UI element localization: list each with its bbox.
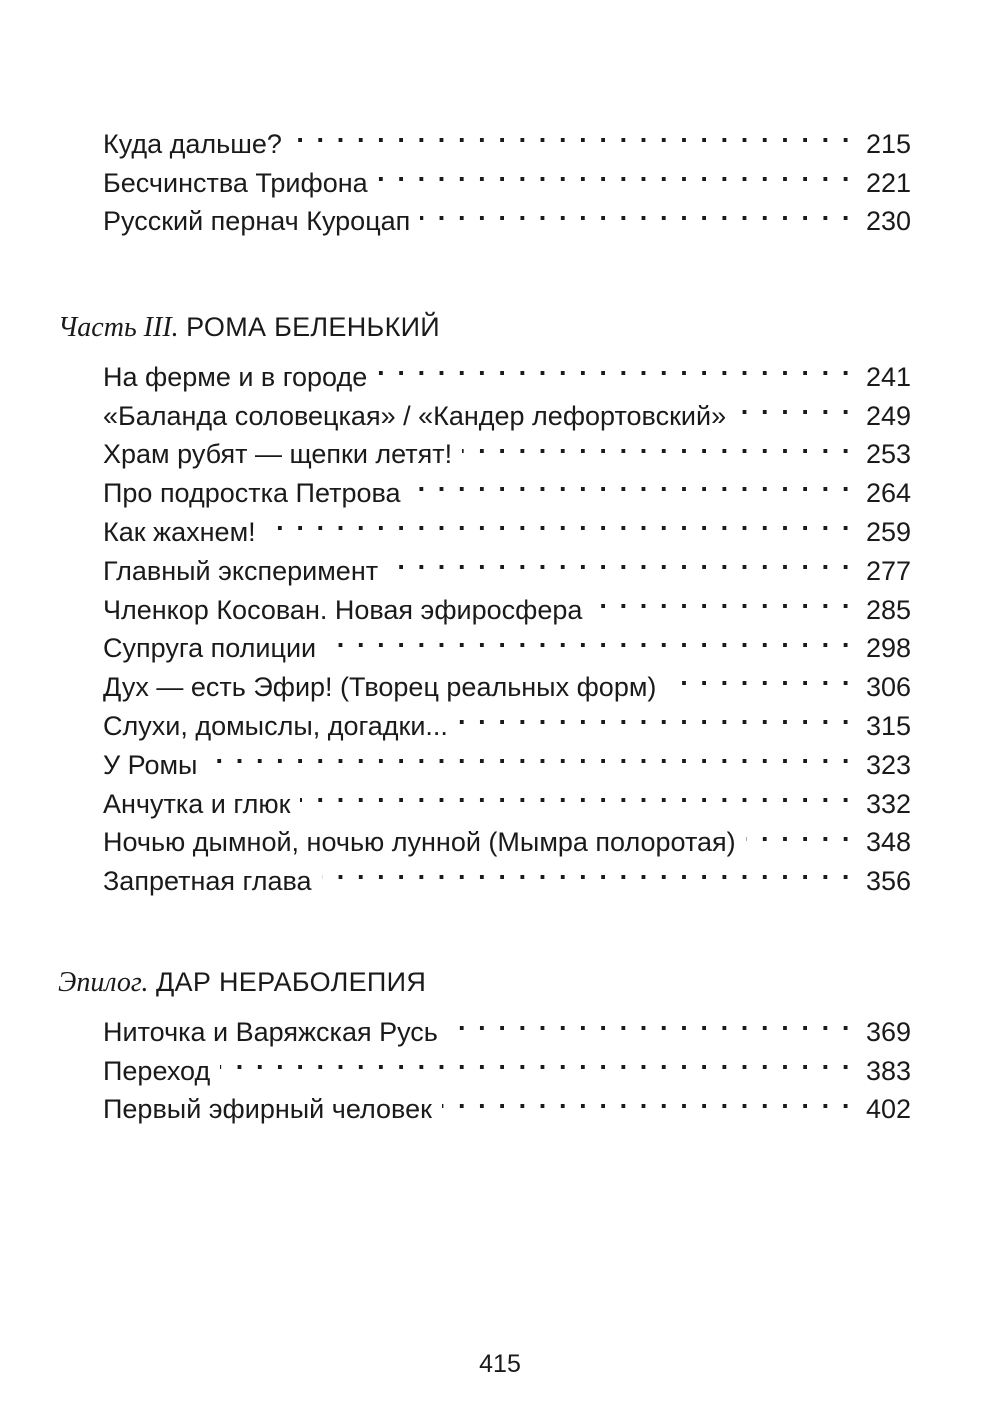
toc-entry-page: 230 — [865, 206, 911, 237]
toc-entry-title: Бесчинства Трифона — [103, 167, 368, 198]
toc-entry-title: На ферме и в городе — [103, 361, 368, 392]
toc-entry-page: 332 — [865, 788, 911, 819]
toc-entry-page: 306 — [865, 672, 911, 703]
dot-leader — [220, 1041, 852, 1080]
dot-leader — [462, 425, 852, 464]
dot-leader — [322, 851, 852, 890]
dot-leader — [377, 347, 852, 386]
toc-entry-title: Слухи, домыслы, догадки... — [103, 710, 448, 741]
part3-label: Часть III. — [58, 312, 179, 343]
toc-entry-page: 402 — [865, 1094, 911, 1125]
toc-entry-title: Про подростка Петрова — [103, 478, 401, 509]
toc-entry-title: Храм рубят — щепки летят! — [103, 439, 453, 470]
toc-entry-page: 241 — [865, 361, 911, 392]
dot-leader — [411, 463, 852, 502]
dot-leader — [300, 774, 852, 813]
toc-entry — [103, 1002, 911, 1047]
page-number: 415 — [479, 1350, 521, 1378]
toc-entry-title: Как жахнем! — [103, 516, 256, 547]
toc-entry — [103, 1080, 911, 1125]
toc-entry-title: Ниточка и Варяжская Русь — [103, 1016, 438, 1047]
toc-entry-title: Запретная глава — [103, 866, 312, 897]
epilogue-title: ДАР НЕРАБОЛЕПИЯ — [155, 967, 427, 997]
toc-entry-title: Русский пернач Куроцап — [103, 206, 411, 237]
toc-entry-page: 285 — [865, 594, 911, 625]
dot-leader — [442, 1080, 852, 1119]
toc-entry-page: 298 — [865, 633, 911, 664]
toc-entry-page: 323 — [865, 749, 911, 780]
epilogue-entries — [103, 1002, 911, 1125]
dot-leader — [736, 386, 852, 425]
toc-top-group — [103, 114, 911, 237]
toc-entry-title: Куда дальше? — [103, 128, 282, 159]
toc-entry-page: 264 — [865, 478, 911, 509]
toc-entry-page: 369 — [865, 1016, 911, 1047]
toc-entry — [103, 1041, 911, 1086]
dot-leader — [746, 813, 852, 852]
part3-section — [58, 308, 911, 897]
dot-leader — [666, 657, 852, 696]
dot-leader — [326, 619, 852, 658]
toc-entry-title: Членкор Косован. Новая эфиросфера — [103, 594, 583, 625]
toc-entry-title: Первый эфирный человек — [103, 1094, 432, 1125]
toc-entry — [103, 735, 911, 780]
toc-entry-title: Главный эксперимент — [103, 555, 379, 586]
toc-entry-page: 215 — [865, 128, 911, 159]
epilogue-section — [58, 963, 911, 1125]
toc-entry-title: Ночью дымной, ночью лунной (Мымра полоротая) — [103, 827, 736, 858]
dot-leader — [378, 153, 852, 192]
toc-entry-title: «Баланда соловецкая» / «Кандер лефортовский» — [103, 400, 727, 431]
dot-leader — [448, 1002, 852, 1041]
part3-title: РОМА БЕЛЕНЬКИЙ — [186, 312, 441, 342]
toc-entry-title: Дух — есть Эфир! (Творец реальных форм) — [103, 672, 657, 703]
part3-heading — [58, 308, 911, 347]
toc-entry-page: 383 — [865, 1055, 911, 1086]
epilogue-heading — [58, 963, 911, 1002]
toc-entry-page: 348 — [865, 827, 911, 858]
dot-leader — [458, 696, 852, 735]
toc-entry-page: 356 — [865, 866, 911, 897]
toc-entry-page: 315 — [865, 710, 911, 741]
dot-leader — [266, 502, 852, 541]
dot-leader — [388, 541, 852, 580]
dot-leader — [592, 580, 852, 619]
part3-entries — [103, 347, 911, 897]
toc-entry — [103, 114, 911, 159]
toc-entry-title: Переход — [103, 1055, 211, 1086]
toc-entry-page: 259 — [865, 516, 911, 547]
toc-entry-page: 221 — [865, 167, 911, 198]
toc-entry-page: 249 — [865, 400, 911, 431]
dot-leader — [420, 192, 852, 231]
toc-entry-title: Анчутка и глюк — [103, 788, 291, 819]
dot-leader — [292, 114, 852, 153]
toc-entry — [103, 774, 911, 819]
toc-entry-title: У Ромы — [103, 749, 198, 780]
toc-entry-title: Супруга полиции — [103, 633, 317, 664]
toc-entry — [103, 347, 911, 392]
toc-entry-page: 253 — [865, 439, 911, 470]
toc-entry-page: 277 — [865, 555, 911, 586]
epilogue-label: Эпилог. — [58, 967, 149, 998]
dot-leader — [207, 735, 851, 774]
